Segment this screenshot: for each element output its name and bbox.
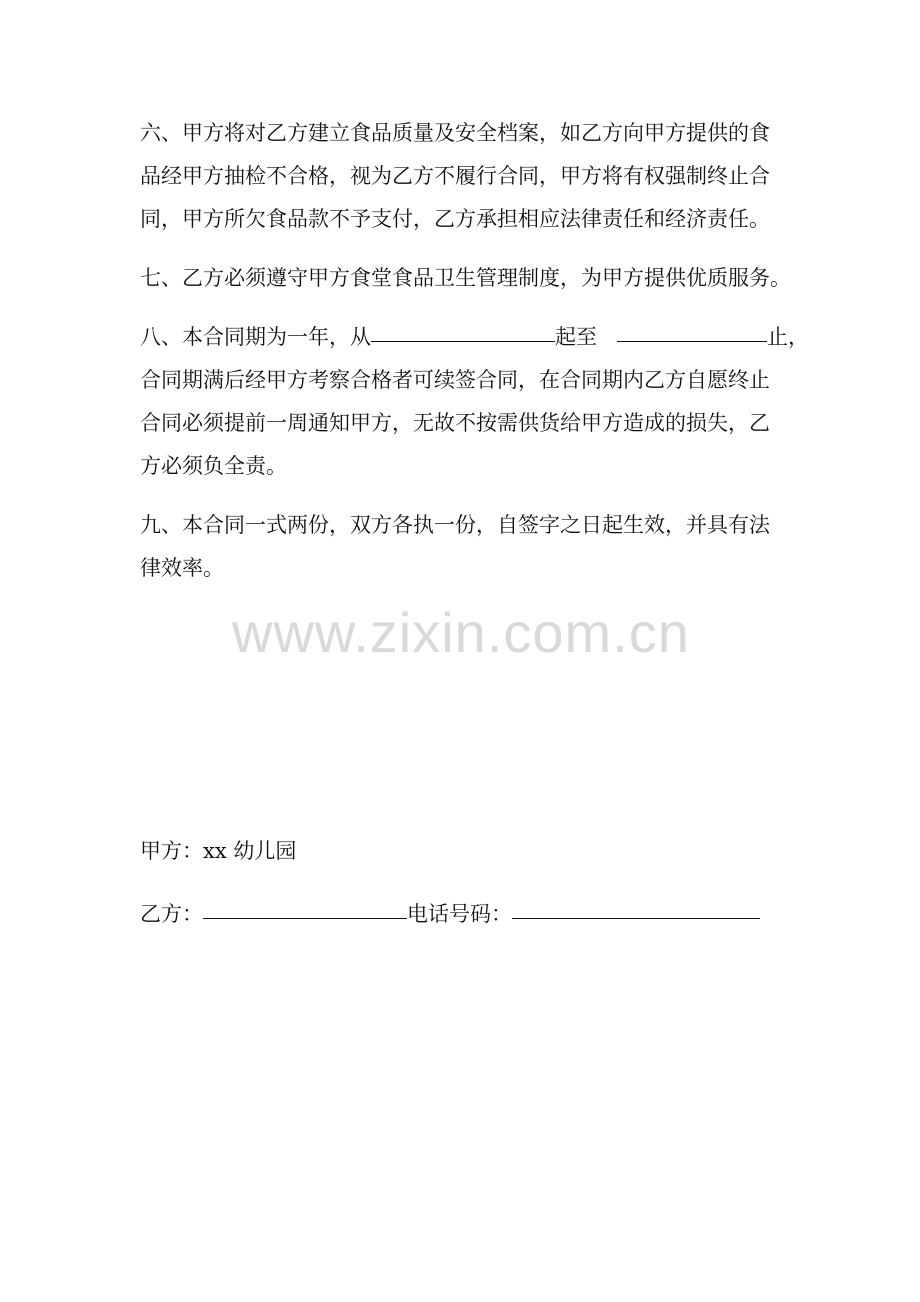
clause-eight-line-3: 合同必须提前一周通知甲方，无故不按需供货给甲方造成的损失，乙: [140, 411, 770, 435]
party-b-label: 乙方：: [140, 902, 203, 926]
start-date-blank: [371, 340, 555, 342]
clause-nine: [140, 504, 780, 590]
clause-eight-prefix: 八、本合同期为一年，从: [140, 325, 371, 349]
signature-block: [140, 830, 800, 956]
clause-eight: [140, 316, 810, 488]
end-date-blank: [617, 340, 767, 342]
clause-nine-line-2: 律效率。: [140, 556, 224, 580]
party-b-blank: [203, 917, 407, 919]
party-a-label: 甲方：: [140, 839, 203, 863]
clause-seven: [140, 257, 791, 300]
watermark: www.zixin.com.cn: [232, 601, 690, 664]
clause-six-line-3: 同，甲方所欠食品款不予支付，乙方承担相应法律责任和经济责任。: [140, 207, 770, 231]
clause-eight-suffix: 止，: [767, 325, 810, 349]
clause-eight-middle: 起至: [555, 325, 597, 349]
phone-label: 电话号码：: [407, 902, 512, 926]
clause-six: [140, 112, 780, 241]
contract-body: [140, 112, 810, 606]
phone-blank: [512, 917, 760, 919]
party-a-value: xx 幼儿园: [203, 839, 297, 863]
clause-eight-line-1: [140, 316, 810, 359]
clause-six-line-1: 六、甲方将对乙方建立食品质量及安全档案，如乙方向甲方提供的食: [140, 121, 770, 145]
party-a-line: [140, 830, 800, 873]
clause-eight-line-4: 方必须负全责。: [140, 454, 287, 478]
clause-six-line-2: 品经甲方抽检不合格，视为乙方不履行合同，甲方将有权强制终止合: [140, 164, 770, 188]
clause-eight-line-2: 合同期满后经甲方考察合格者可续签合同，在合同期内乙方自愿终止: [140, 368, 770, 392]
party-b-line: [140, 893, 800, 936]
clause-nine-line-1: 九、本合同一式两份，双方各执一份，自签字之日起生效，并具有法: [140, 513, 770, 537]
clause-seven-line-1: 七、乙方必须遵守甲方食堂食品卫生管理制度，为甲方提供优质服务。: [140, 266, 791, 290]
